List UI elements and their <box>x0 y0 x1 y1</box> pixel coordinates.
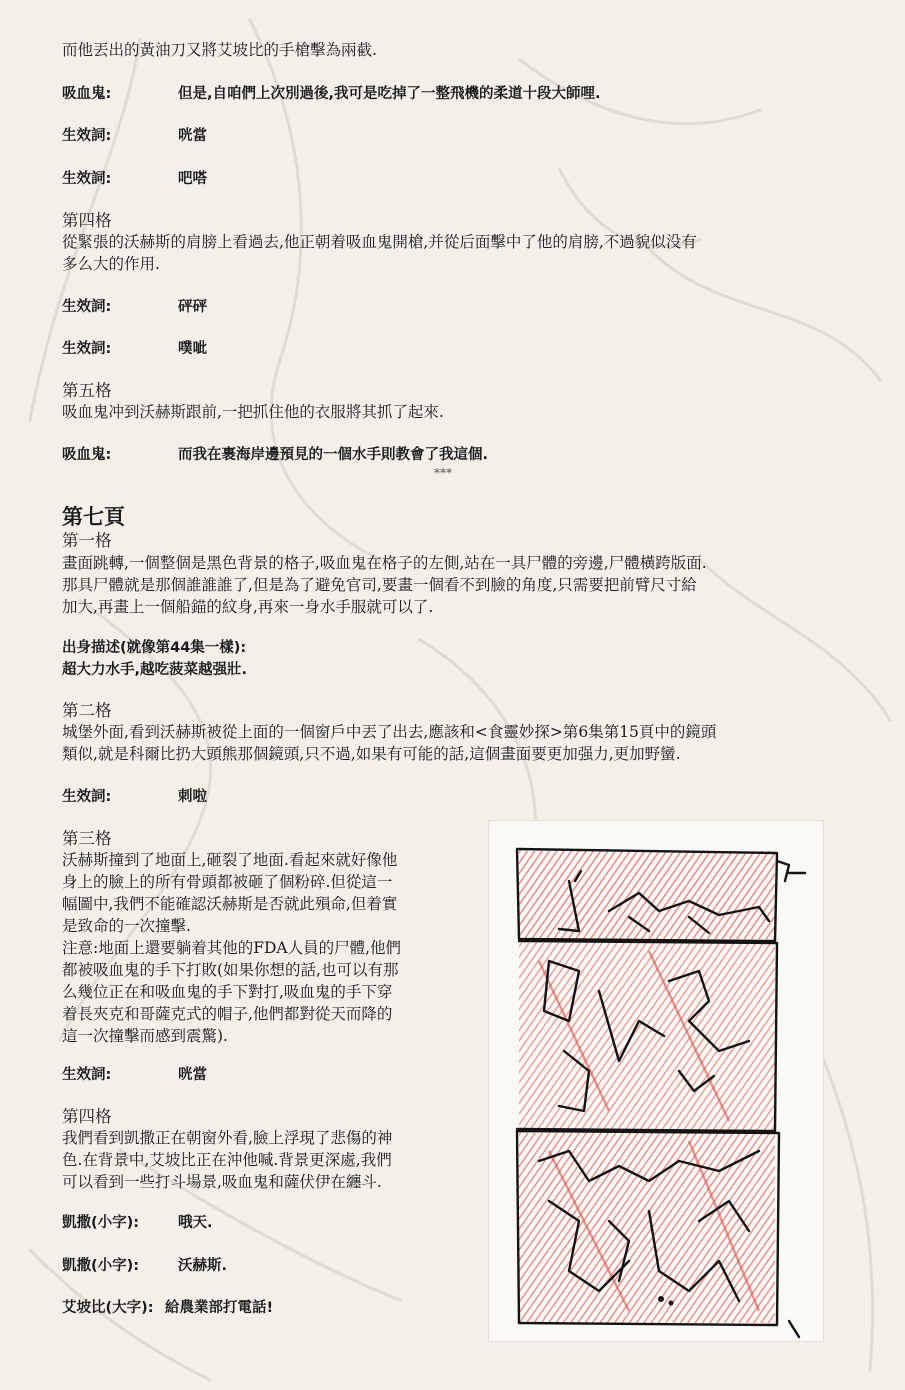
panel-heading: 第二格 <box>62 701 112 720</box>
sfx-text: 刺啦 <box>178 789 207 805</box>
dialogue-text: 沃赫斯. <box>178 1258 228 1274</box>
panel-description-line: 畫面跳轉,一個整個是黑色背景的格子,吸血鬼在格子的左側,站在一具尸體的旁邊,尸體橫跨版面. <box>62 554 707 572</box>
panel-description-line: 么幾位正在和吸血鬼的手下對打,吸血鬼的手下穿 <box>62 983 393 1001</box>
panel-description-line: 色.在背景中,艾坡比正在沖他喊.背景更深處,我們 <box>62 1151 392 1169</box>
caption-text: 超大力水手,越吃菠菜越强壯. <box>62 662 248 678</box>
panel-description-line: 多么大的作用. <box>62 255 160 273</box>
section-separator: *** <box>434 466 452 480</box>
sfx-text: 咣當 <box>178 1067 207 1083</box>
storyboard-sketch <box>488 820 824 1342</box>
dialogue-label: 凱撒(小字): <box>62 1215 140 1231</box>
sfx-label: 生效詞: <box>62 341 112 357</box>
panel-description-line: 這一次撞擊而感到震驚). <box>62 1027 228 1045</box>
panel-description-line: 幅圖中,我們不能確認沃赫斯是否就此殞命,但着實 <box>62 895 398 913</box>
sfx-text: 噗呲 <box>178 341 207 357</box>
dialogue-label: 凱撒(小字): <box>62 1258 140 1274</box>
panel-heading: 第四格 <box>62 211 112 230</box>
panel-description-line: 注意:地面上還要躺着其他的FDA人員的尸體,他們 <box>62 939 402 957</box>
dialogue-text: 給農業部打電話! <box>165 1300 274 1316</box>
panel-description-line: 類似,就是科爾比扔大頭熊那個鏡頭,只不過,如果有可能的話,這個畫面要更加强力,更加野蠻. <box>62 745 681 763</box>
sfx-text: 吧嗒 <box>178 171 207 187</box>
panel-description-line: 沃赫斯撞到了地面上,砸裂了地面.看起來就好像他 <box>62 851 398 869</box>
panel-description-line: 加大,再畫上一個船錨的紋身,再來一身水手服就可以了. <box>62 598 434 616</box>
panel-heading: 第一格 <box>62 531 112 550</box>
panel-description-line: 那具尸體就是那個誰誰誰了,但是為了避免官司,要畫一個看不到臉的角度,只需要把前臂尺寸給 <box>62 576 697 594</box>
caption-label: 出身描述(就像第44集一樣): <box>62 640 247 656</box>
panel-description-line: 可以看到一些打斗場景,吸血鬼和薩伏伊在纏斗. <box>62 1173 382 1191</box>
dialogue-label: 吸血鬼: <box>62 86 112 102</box>
panel-description-line: 是致命的一次撞擊. <box>62 917 191 935</box>
dialogue-text: 而我在裹海岸邊預見的一個水手則教會了我這個. <box>178 447 489 463</box>
dialogue-label: 吸血鬼: <box>62 447 112 463</box>
dialogue-label: 艾坡比(大字): <box>62 1300 154 1316</box>
panel-description-line: 城堡外面,看到沃赫斯被從上面的一個窗戶中丟了出去,應該和<食靈妙探>第6集第15頁中的鏡頭 <box>62 723 717 741</box>
panel-heading: 第三格 <box>62 829 112 848</box>
panel-description-line: 我們看到凱撒正在朝窗外看,臉上浮現了悲傷的神 <box>62 1129 393 1147</box>
dialogue-text: 哦天. <box>178 1215 213 1231</box>
sfx-label: 生效詞: <box>62 789 112 805</box>
dialogue-text: 但是,自咱們上次別過後,我可是吃掉了一整飛機的柔道十段大師哩. <box>178 86 601 102</box>
panel-description-line: 從緊張的沃赫斯的肩膀上看過去,他正朝着吸血鬼開槍,并從后面擊中了他的肩膀,不過貌似没有 <box>62 233 697 251</box>
page-heading: 第七頁 <box>62 504 125 529</box>
sfx-label: 生效詞: <box>62 299 112 315</box>
panel-heading: 第五格 <box>62 381 112 400</box>
panel-description-line: 都被吸血鬼的手下打敗(如果你想的話,也可以有那 <box>62 961 399 979</box>
sfx-text: 咣當 <box>178 128 207 144</box>
panel-description-line: 吸血鬼冲到沃赫斯跟前,一把抓住他的衣服將其抓了起來. <box>62 403 444 421</box>
panel-description-line: 着長夾克和哥薩克式的帽子,他們都對從天而降的 <box>62 1005 393 1023</box>
sfx-label: 生效詞: <box>62 1067 112 1083</box>
sfx-label: 生效詞: <box>62 128 112 144</box>
sfx-label: 生效詞: <box>62 171 112 187</box>
sfx-text: 砰砰 <box>178 299 207 315</box>
panel3-description-end: 而他丟出的黃油刀又將艾坡比的手槍擊為兩截. <box>62 41 377 59</box>
panel-description-line: 身上的臉上的所有骨頭都被砸了個粉碎.但從這一 <box>62 873 393 891</box>
panel-heading: 第四格 <box>62 1107 112 1126</box>
